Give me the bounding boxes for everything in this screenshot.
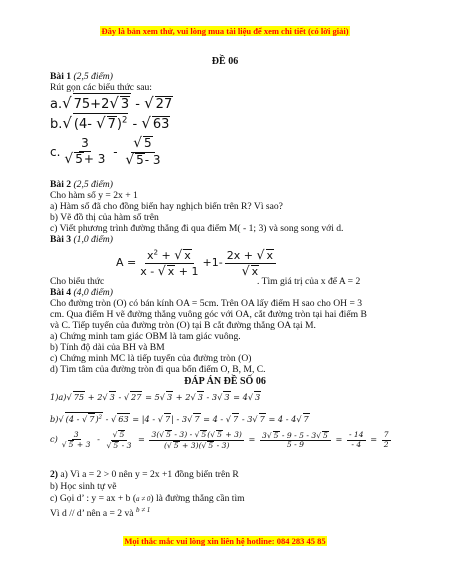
bai3-expression: A = $\frac{x^2 + √ x}{x - √ x + 1}$ +1- $\frac{2x + √ x}{√ x}$	[116, 248, 278, 278]
bai3-heading: Bài 3 (1,0 điểm)	[50, 234, 113, 245]
bai4-heading: Bài 4 (4,0 điểm)	[50, 287, 113, 298]
bai1-heading: Bài 1 (2,5 điểm)	[50, 71, 113, 82]
bai2-heading: Bài 2 (2,5 điểm)	[50, 179, 113, 190]
bai2-intro: Cho hàm số y = 2x + 1	[50, 190, 138, 201]
bai3-suffix: . Tìm giá trị của x để A = 2	[257, 276, 361, 287]
hotline-banner: Mọi thắc mắc vui lòng xin liên hệ hotline: 084 283 45 85	[124, 536, 326, 546]
answer-2d: Vì d // d’ nên a = 2 và $^{b \ne 1}$	[50, 506, 151, 519]
bai1-instruction: Rút gọn các biểu thức sau:	[50, 82, 152, 93]
bai4-line-4: a) Chứng minh tam giác OBM là tam giác vuông.	[50, 331, 241, 342]
bai1-expr-c: c. $\frac{3}{√ 5+ 3}$ - $\frac{√ 5}{√ 5- 3}$	[50, 135, 161, 168]
bai4-line-1: Cho đường tròn (O) có bán kính OA = 5cm. Trên OA lấy điểm H sao cho OH = 3	[50, 298, 363, 309]
bai1-expr-a: a.√ 75+2√ 3 - √ 27	[50, 94, 173, 112]
bai2-part-a: a) Hàm số đã cho đồng biến hay nghịch biến trên R? Vì sao?	[50, 201, 283, 212]
exam-title: ĐỀ 06	[211, 56, 239, 67]
answer-1a: 1)a)√ 75 + 2√ 3 - √ 27 = 5√ 3 + 2√ 3 - 3√ 3 = 4√ 3	[50, 392, 261, 402]
bai4-line-2: cm. Qua điểm H vẽ đường thẳng vuông góc với OA, cắt đường tròn tại hai điểm B	[50, 309, 367, 320]
answer-1b: b)√ (4 - √ 7)$^2$ - √ 63 = |4 - √ 7| - 3√ 7 = 4 - √ 7 - 3√ 7 = 4 - 4√ 7	[50, 414, 309, 424]
answer-2b: b) Học sinh tự vẽ	[50, 481, 117, 492]
bai4-line-7: d) Tìm tâm của đường tròn đi qua bốn điểm O, B, M, C.	[50, 364, 266, 375]
answers-title: ĐÁP ÁN ĐỀ SỐ 06	[184, 376, 266, 387]
bai4-line-6: c) Chứng minh MC là tiếp tuyến của đường tròn (O)	[50, 353, 252, 364]
bai2-part-b: b) Vẽ đồ thị của hàm số trên	[50, 212, 159, 223]
bai3-prefix: Cho biểu thức	[50, 276, 105, 287]
answer-2c: c) Gọi d’ : y = ax + b (a ≠ 0) là đường thẳng cần tìm	[50, 493, 245, 504]
bai1-expr-b: b.√ (4- √ 7)$^2$ - √ 63	[50, 114, 170, 132]
bai4-line-5: b) Tính độ dài của BH và BM	[50, 342, 165, 353]
answer-2a: 2) a) Vì a = 2 > 0 nên y = 2x +1 đồng biến trên R	[50, 469, 239, 480]
preview-banner: Đây là bản xem thử, vui lòng mua tài liệu để xem chi tiết (có lời giải)	[101, 26, 349, 36]
answer-1c: c) $\frac{3}{√ 5 + 3}$ - $\frac{√ 5}{√ 5 - 3}$ = $\frac{3(√ 5 - 3) - √ 5(√ 5 + 3)}{(√ 5 + 3)(√ 5 - 3)}$ = $\frac{3√ 5 - 9 - 5 - 3√ 5}{5 - 9}$ = $\frac{- 14}{- 4}$ = $\frac{7}{2}$	[50, 429, 389, 450]
bai2-part-c: c) Viết phương trình đường thẳng đi qua điểm M( - 1; 3) và song song với d.	[50, 223, 344, 234]
bai4-line-3: và C. Tiếp tuyến của đường tròn (O) tại B cắt đường thẳng OA tại M.	[50, 320, 316, 331]
